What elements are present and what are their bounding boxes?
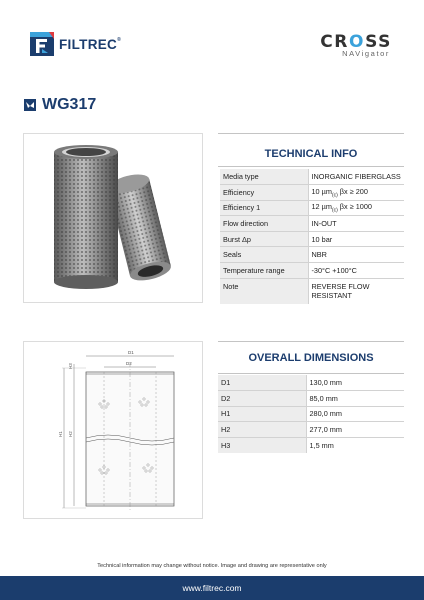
dimension-drawing [24, 342, 202, 518]
table-row [218, 391, 404, 407]
section-rule [218, 373, 404, 374]
dim-value: 1,5 mm [306, 437, 404, 453]
technical-drawing [23, 341, 203, 519]
dim-key: H1 [218, 406, 306, 422]
spec-value: REVERSE FLOW RESISTANT [308, 278, 404, 304]
spec-key: Efficiency [220, 185, 308, 201]
table-row [220, 247, 404, 263]
product-photo [23, 133, 203, 303]
table-row [220, 263, 404, 279]
spec-value: 10 µm$_{(c)}$ βx ≥ 200 [308, 185, 404, 201]
cross-wordmark: CROSS [320, 32, 392, 52]
table-row [218, 375, 404, 391]
product-title-row [24, 96, 96, 114]
filter-cartridge-icon [24, 99, 36, 111]
spec-key: Note [220, 278, 308, 304]
spec-key: Burst Δp [220, 231, 308, 247]
label-h3: H3 [68, 363, 73, 369]
table-row [218, 406, 404, 422]
dim-value: 280,0 mm [306, 406, 404, 422]
spec-value: 10 bar [308, 231, 404, 247]
label-h2: H2 [68, 431, 73, 437]
spec-value: 12 µm$_{(c)}$ βx ≥ 1000 [308, 200, 404, 216]
table-row [220, 169, 404, 185]
disclaimer-text: Technical information may change without notice. Image and drawing are representative only [97, 563, 327, 569]
section-rule [218, 133, 404, 134]
spec-key: Efficiency 1 [220, 200, 308, 216]
footer-website-link[interactable]: www.filtrec.com [182, 583, 242, 593]
section-rule [218, 166, 404, 167]
cross-subtitle: NAVigator [342, 49, 390, 58]
spec-value: INORGANIC FIBERGLASS [308, 169, 404, 185]
brand-logo [30, 32, 121, 56]
spec-value: NBR [308, 247, 404, 263]
dim-key: H3 [218, 437, 306, 453]
table-row [220, 200, 404, 216]
label-d2: D2 [126, 361, 132, 366]
dim-key: D2 [218, 391, 306, 407]
dimensions-table [218, 375, 404, 453]
filter-cartridges-image [24, 134, 202, 302]
label-h1: H1 [58, 431, 63, 437]
dim-value: 85,0 mm [306, 391, 404, 407]
spec-key: Media type [220, 169, 308, 185]
spec-key: Seals [220, 247, 308, 263]
dim-value: 277,0 mm [306, 422, 404, 438]
dim-key: H2 [218, 422, 306, 438]
table-row [220, 278, 404, 304]
section-rule [218, 341, 404, 342]
table-row [220, 216, 404, 232]
table-row [218, 437, 404, 453]
overall-dimensions-heading: OVERALL DIMENSIONS [248, 352, 374, 364]
filtrec-logo-icon [30, 32, 54, 56]
spec-key: Flow direction [220, 216, 308, 232]
table-row [220, 185, 404, 201]
dim-key: D1 [218, 375, 306, 391]
dim-value: 130,0 mm [306, 375, 404, 391]
label-d1: D1 [128, 350, 134, 355]
table-row [218, 422, 404, 438]
technical-info-table [220, 169, 404, 304]
technical-info-heading: TECHNICAL INFO [264, 148, 358, 160]
brand-name: FILTREC® [59, 36, 122, 52]
footer-bar [0, 576, 424, 600]
product-code: WG317 [42, 96, 97, 113]
spec-key: Temperature range [220, 263, 308, 279]
spec-value: -30°C +100°C [308, 263, 404, 279]
spec-value: IN-OUT [308, 216, 404, 232]
cross-navigator-logo [320, 32, 392, 58]
table-row [220, 231, 404, 247]
